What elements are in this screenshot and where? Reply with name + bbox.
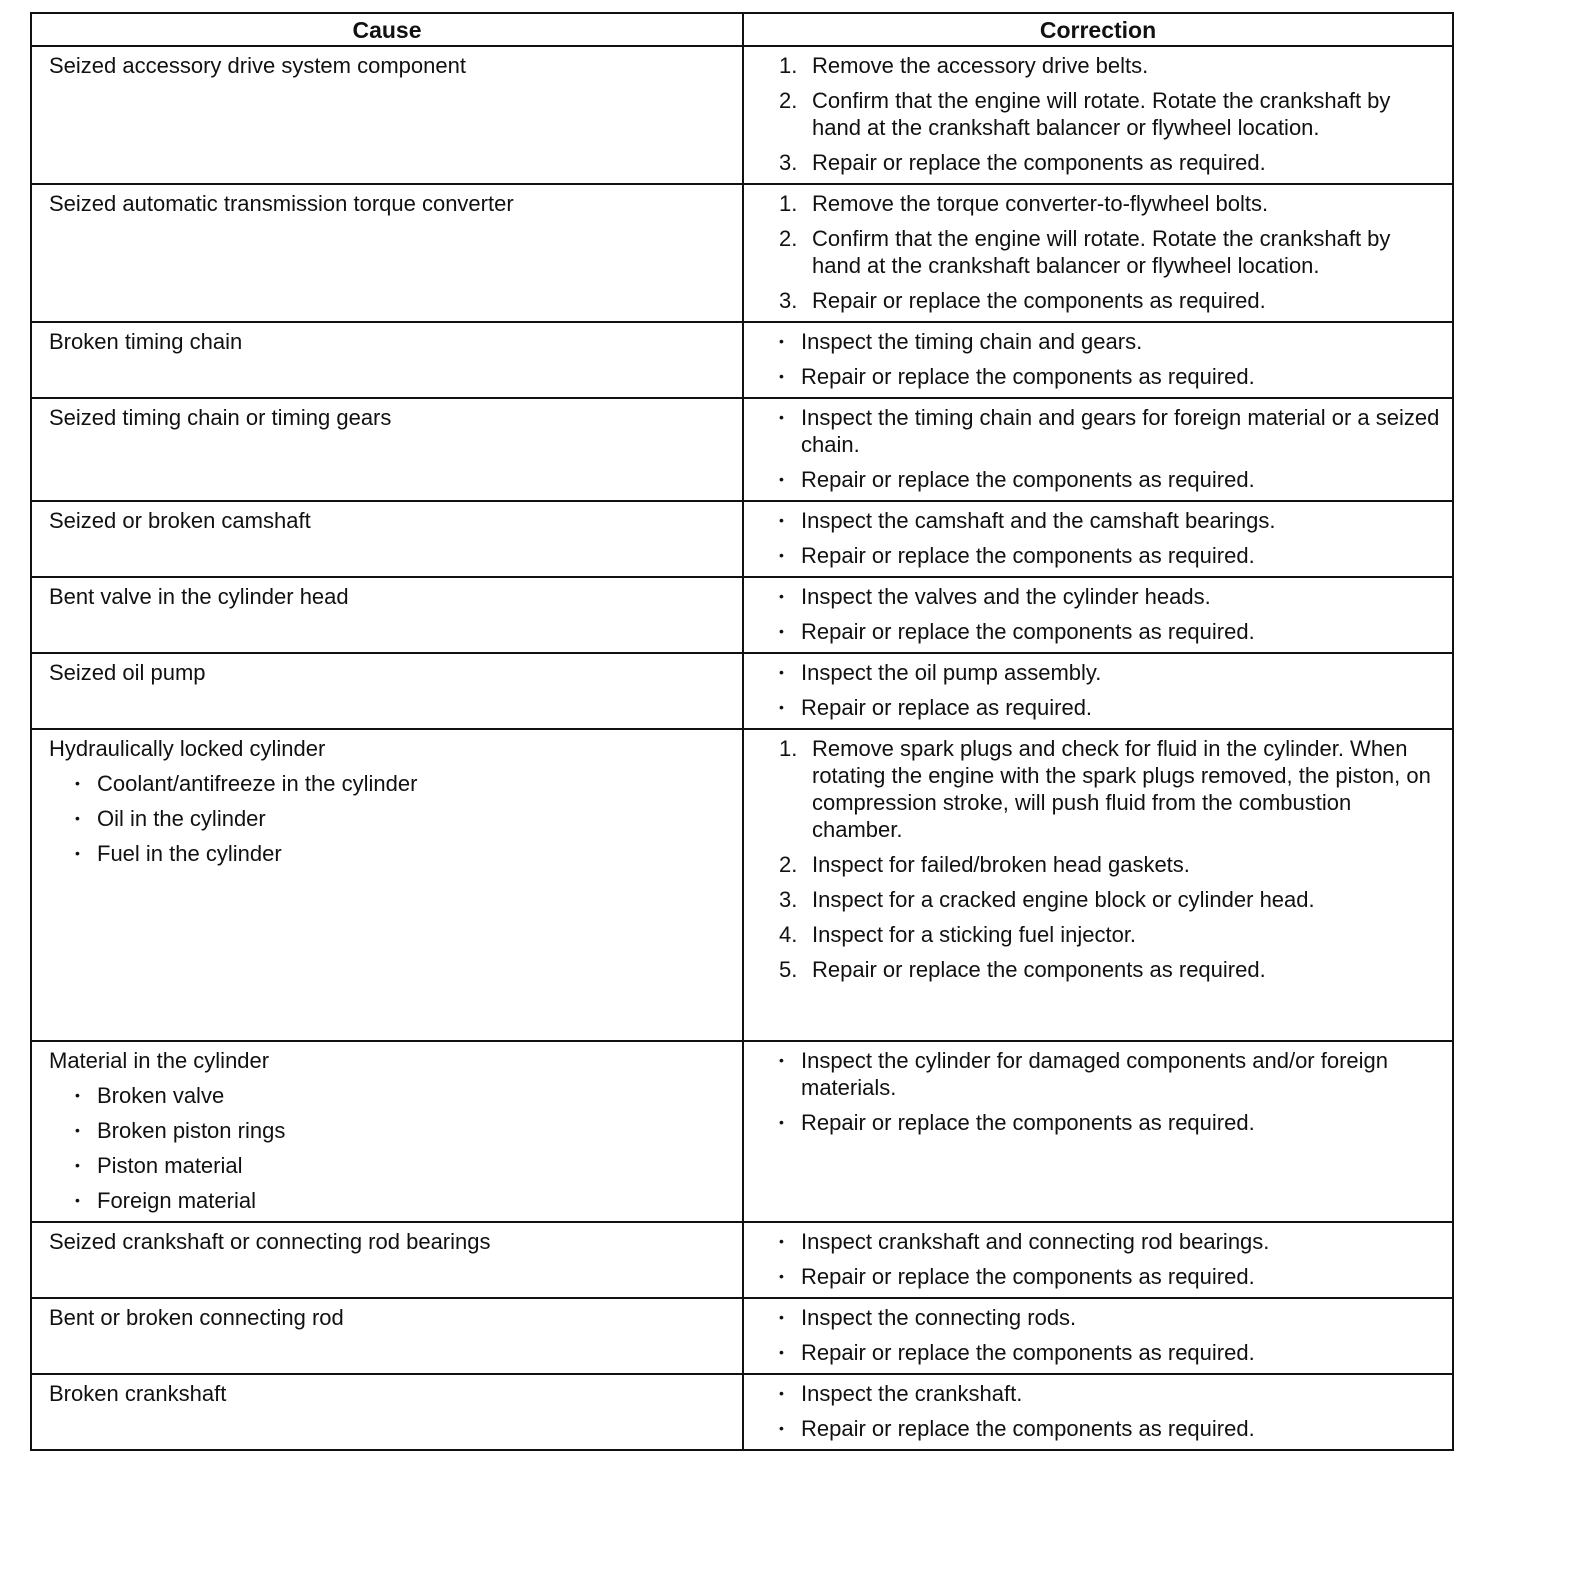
table-row: [31, 1374, 1453, 1450]
table-row: [31, 729, 1453, 1041]
cause-cell: [31, 46, 743, 184]
correction-step: [779, 851, 1440, 878]
correction-step: [779, 921, 1440, 948]
cause-text: Broken crankshaft: [49, 1381, 227, 1406]
table-header-row: [31, 13, 1453, 46]
cause-text: Seized timing chain or timing gears: [49, 405, 392, 430]
table-row: [31, 1041, 1453, 1222]
bullet-icon: •: [779, 588, 784, 604]
correction-item: [779, 1415, 1440, 1442]
step-number: 3.: [779, 150, 798, 175]
bullet-icon: •: [75, 1122, 80, 1138]
correction-text: Inspect the valves and the cylinder heads.: [801, 584, 1211, 609]
correction-item: [779, 659, 1440, 686]
cause-subitem: [75, 1117, 730, 1144]
bullet-icon: •: [75, 810, 80, 826]
step-number: 1.: [779, 736, 798, 761]
correction-item: [779, 1304, 1440, 1331]
bullet-icon: •: [779, 471, 784, 487]
correction-text: Repair or replace the components as required.: [801, 1416, 1255, 1441]
cause-text: Broken timing chain: [49, 329, 243, 354]
correction-item: [779, 1380, 1440, 1407]
cause-text: Hydraulically locked cylinder: [49, 736, 326, 761]
step-number: 5.: [779, 957, 798, 982]
correction-step: [779, 149, 1440, 176]
correction-steps: [761, 735, 1440, 983]
correction-cell: [743, 184, 1453, 322]
correction-bullets: [761, 1380, 1440, 1442]
bullet-icon: •: [75, 845, 80, 861]
correction-item: [779, 507, 1440, 534]
cause-subitem-text: Oil in the cylinder: [97, 806, 266, 831]
step-number: 2.: [779, 88, 798, 113]
header-correction: Correction: [743, 13, 1453, 46]
bullet-icon: •: [779, 699, 784, 715]
correction-step: [779, 956, 1440, 983]
correction-cell: [743, 729, 1453, 1041]
correction-text: Repair or replace the components as required.: [812, 957, 1266, 982]
correction-step: [779, 190, 1440, 217]
correction-text: Inspect the timing chain and gears.: [801, 329, 1143, 354]
bullet-icon: •: [779, 623, 784, 639]
correction-bullets: [761, 328, 1440, 390]
step-number: 3.: [779, 887, 798, 912]
correction-item: [779, 694, 1440, 721]
cause-cell: [31, 577, 743, 653]
table-row: [31, 46, 1453, 184]
cause-cell: [31, 1222, 743, 1298]
correction-text: Repair or replace the components as required.: [801, 1264, 1255, 1289]
cause-subitem-text: Piston material: [97, 1153, 243, 1178]
table-row: [31, 577, 1453, 653]
correction-text: Inspect the cylinder for damaged components and/or foreign materials.: [801, 1048, 1389, 1100]
correction-text: Repair or replace the components as required.: [801, 1340, 1255, 1365]
bullet-icon: •: [779, 409, 784, 425]
table-row: [31, 184, 1453, 322]
cause-cell: [31, 1298, 743, 1374]
bullet-icon: •: [779, 1114, 784, 1130]
correction-item: [779, 1339, 1440, 1366]
correction-item: [779, 542, 1440, 569]
correction-text: Remove the accessory drive belts.: [812, 53, 1149, 78]
correction-text: Repair or replace as required.: [801, 695, 1093, 720]
cause-subitem-text: Broken valve: [97, 1083, 225, 1108]
cause-text: Seized crankshaft or connecting rod bearings: [49, 1229, 491, 1254]
correction-item: [779, 583, 1440, 610]
bullet-icon: •: [779, 333, 784, 349]
correction-item: [779, 618, 1440, 645]
correction-text: Repair or replace the components as required.: [801, 1110, 1255, 1135]
correction-steps: [761, 190, 1440, 314]
cause-subitem-text: Foreign material: [97, 1188, 256, 1213]
cause-subitem: [75, 805, 730, 832]
table-row: [31, 398, 1453, 501]
correction-text: Inspect for a cracked engine block or cylinder head.: [812, 887, 1315, 912]
correction-text: Inspect for a sticking fuel injector.: [812, 922, 1137, 947]
correction-text: Confirm that the engine will rotate. Rotate the crankshaft by hand at the crankshaft balancer or flywheel location.: [812, 226, 1391, 278]
step-number: 1.: [779, 191, 798, 216]
bullet-icon: •: [779, 1268, 784, 1284]
correction-text: Repair or replace the components as required.: [812, 288, 1266, 313]
cause-cell: [31, 398, 743, 501]
cause-text: Seized accessory drive system component: [49, 53, 466, 78]
cause-subitem: [75, 1082, 730, 1109]
correction-text: Repair or replace the components as required.: [812, 150, 1266, 175]
cause-subitem-text: Coolant/antifreeze in the cylinder: [97, 771, 418, 796]
correction-text: Inspect the camshaft and the camshaft bearings.: [801, 508, 1276, 533]
correction-text: Repair or replace the components as required.: [801, 364, 1255, 389]
bullet-icon: •: [779, 664, 784, 680]
table-row: [31, 653, 1453, 729]
correction-text: Inspect the timing chain and gears for foreign material or a seized chain.: [801, 405, 1440, 457]
table-row: [31, 1222, 1453, 1298]
correction-text: Inspect the connecting rods.: [801, 1305, 1077, 1330]
cause-text: Seized or broken camshaft: [49, 508, 311, 533]
correction-item: [779, 328, 1440, 355]
cause-text: Bent or broken connecting rod: [49, 1305, 344, 1330]
cause-cell: [31, 501, 743, 577]
correction-steps: [761, 52, 1440, 176]
correction-bullets: [761, 404, 1440, 493]
table-row: [31, 1298, 1453, 1374]
step-number: 2.: [779, 852, 798, 877]
step-number: 4.: [779, 922, 798, 947]
correction-step: [779, 225, 1440, 279]
bullet-icon: •: [779, 547, 784, 563]
step-number: 1.: [779, 53, 798, 78]
correction-cell: [743, 1374, 1453, 1450]
correction-bullets: [761, 507, 1440, 569]
bullet-icon: •: [75, 1087, 80, 1103]
correction-text: Confirm that the engine will rotate. Rotate the crankshaft by hand at the crankshaft balancer or flywheel location.: [812, 88, 1391, 140]
cause-text: Material in the cylinder: [49, 1048, 270, 1073]
bullet-icon: •: [779, 1233, 784, 1249]
correction-cell: [743, 653, 1453, 729]
cause-cell: [31, 322, 743, 398]
cause-subitem-list: [75, 770, 730, 867]
cause-subitem-list: [75, 1082, 730, 1214]
table-body: [31, 46, 1453, 1450]
correction-text: Repair or replace the components as required.: [801, 619, 1255, 644]
bullet-icon: •: [75, 1192, 80, 1208]
correction-cell: [743, 1222, 1453, 1298]
cause-correction-table: [30, 12, 1454, 1451]
bullet-icon: •: [75, 775, 80, 791]
correction-step: [779, 287, 1440, 314]
correction-bullets: [761, 583, 1440, 645]
cause-text: Bent valve in the cylinder head: [49, 584, 349, 609]
bullet-icon: •: [779, 1344, 784, 1360]
correction-text: Repair or replace the components as required.: [801, 543, 1255, 568]
correction-item: [779, 466, 1440, 493]
correction-text: Repair or replace the components as required.: [801, 467, 1255, 492]
bullet-icon: •: [75, 1157, 80, 1173]
correction-cell: [743, 501, 1453, 577]
table-row: [31, 501, 1453, 577]
correction-text: Inspect the crankshaft.: [801, 1381, 1023, 1406]
bullet-icon: •: [779, 1385, 784, 1401]
cause-subitem: [75, 1187, 730, 1214]
correction-text: Inspect crankshaft and connecting rod bearings.: [801, 1229, 1270, 1254]
cause-cell: [31, 184, 743, 322]
correction-cell: [743, 46, 1453, 184]
bullet-icon: •: [779, 1309, 784, 1325]
bullet-icon: •: [779, 1052, 784, 1068]
correction-text: Inspect the oil pump assembly.: [801, 660, 1102, 685]
cause-text: Seized automatic transmission torque converter: [49, 191, 514, 216]
cause-subitem-text: Broken piston rings: [97, 1118, 286, 1143]
correction-cell: [743, 398, 1453, 501]
bullet-icon: •: [779, 1420, 784, 1436]
correction-bullets: [761, 1047, 1440, 1136]
correction-step: [779, 52, 1440, 79]
correction-cell: [743, 1041, 1453, 1222]
bullet-icon: •: [779, 512, 784, 528]
cause-cell: [31, 1041, 743, 1222]
correction-step: [779, 886, 1440, 913]
cause-text: Seized oil pump: [49, 660, 206, 685]
bullet-icon: •: [779, 368, 784, 384]
correction-step: [779, 87, 1440, 141]
correction-bullets: [761, 659, 1440, 721]
cause-subitem: [75, 1152, 730, 1179]
correction-bullets: [761, 1228, 1440, 1290]
correction-item: [779, 404, 1440, 458]
correction-text: Inspect for failed/broken head gaskets.: [812, 852, 1190, 877]
step-number: 2.: [779, 226, 798, 251]
correction-item: [779, 1109, 1440, 1136]
correction-text: Remove spark plugs and check for fluid in the cylinder. When rotating the engine with the spark plugs removed, the piston, on compression stroke, will push fluid from the combustion chamber.: [812, 736, 1431, 842]
table-row: [31, 322, 1453, 398]
cause-subitem: [75, 840, 730, 867]
cause-cell: [31, 653, 743, 729]
correction-cell: [743, 577, 1453, 653]
step-number: 3.: [779, 288, 798, 313]
header-cause: Cause: [31, 13, 743, 46]
correction-item: [779, 363, 1440, 390]
correction-text: Remove the torque converter-to-flywheel bolts.: [812, 191, 1269, 216]
correction-item: [779, 1263, 1440, 1290]
cause-subitem: [75, 770, 730, 797]
correction-cell: [743, 322, 1453, 398]
cause-cell: [31, 729, 743, 1041]
cause-cell: [31, 1374, 743, 1450]
correction-item: [779, 1047, 1440, 1101]
correction-cell: [743, 1298, 1453, 1374]
correction-step: [779, 735, 1440, 843]
correction-item: [779, 1228, 1440, 1255]
correction-bullets: [761, 1304, 1440, 1366]
cause-subitem-text: Fuel in the cylinder: [97, 841, 282, 866]
